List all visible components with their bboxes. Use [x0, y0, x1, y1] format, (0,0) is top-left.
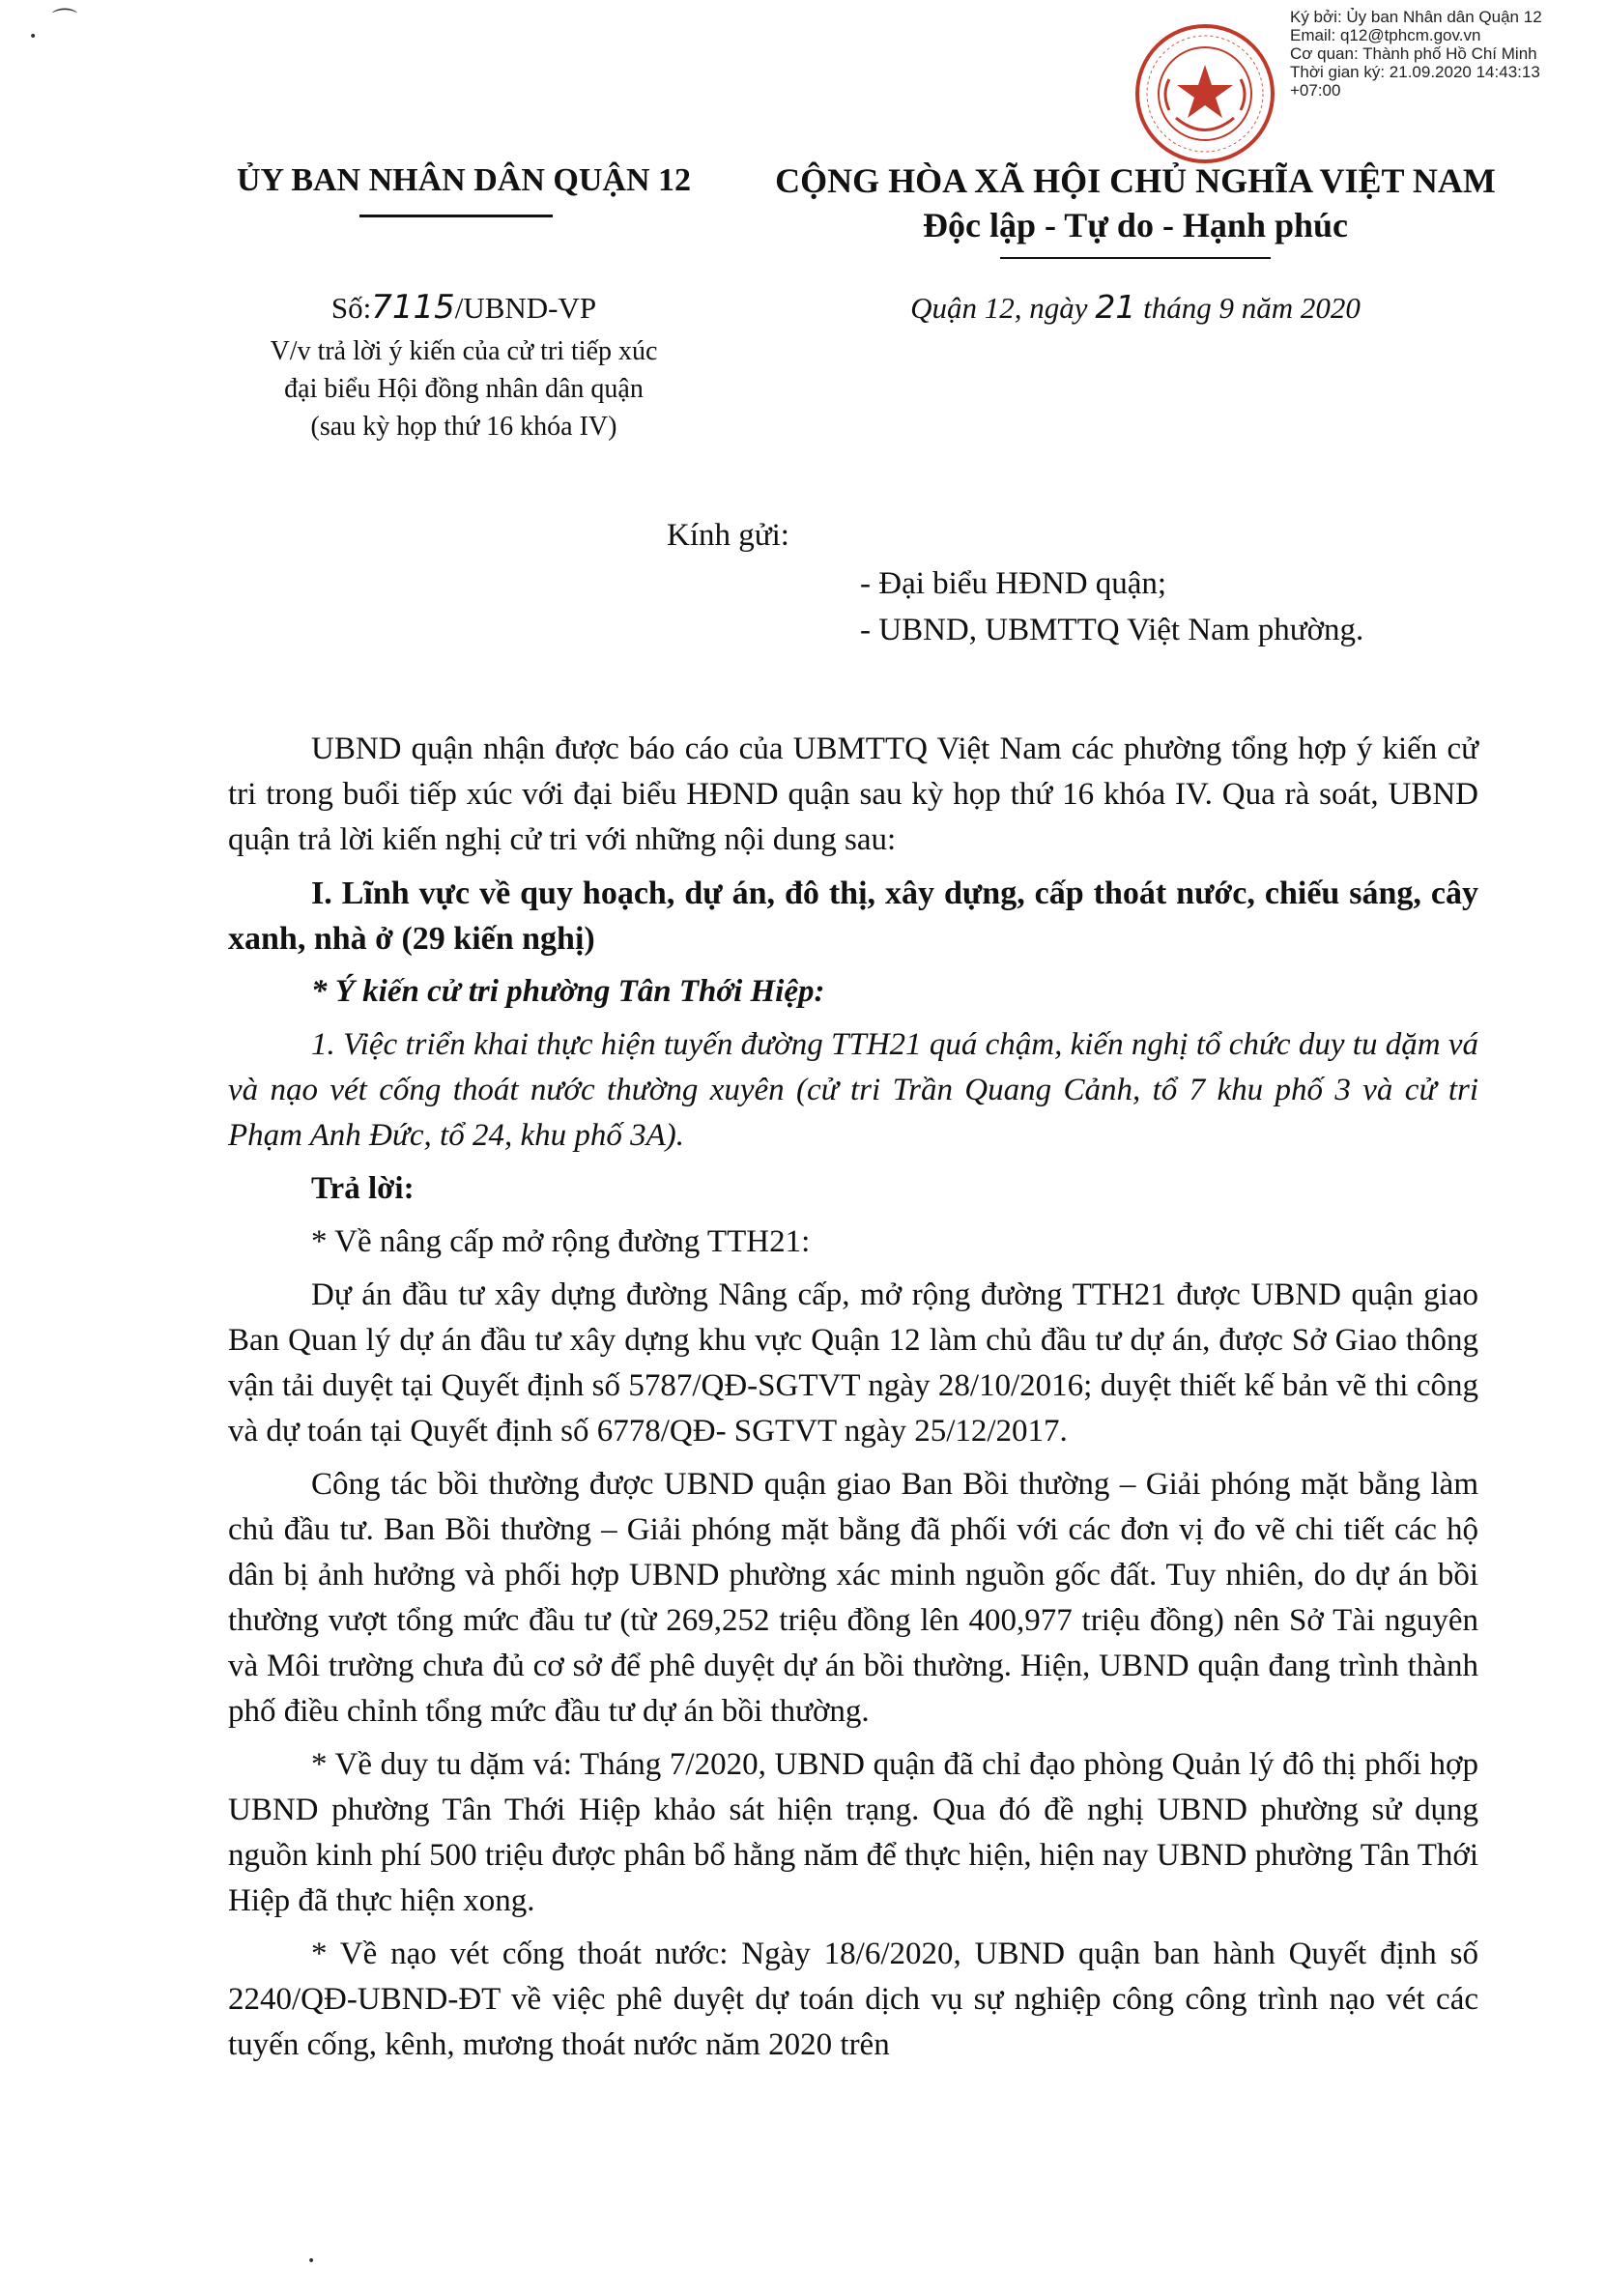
subheading-upgrade: * Về nâng cấp mở rộng đường TTH21:	[311, 1224, 811, 1259]
date-prefix: Quận 12, ngày	[910, 291, 1088, 325]
national-title: CỘNG HÒA XÃ HỘI CHỦ NGHĨA VIỆT NAM	[775, 161, 1496, 200]
document-number-prefix: Số:	[330, 291, 372, 325]
national-motto: Độc lập - Tự do - Hạnh phúc	[922, 206, 1349, 244]
scan-mark: ⌒	[52, 8, 78, 37]
compensation-paragraph: Công tác bồi thường được UBND quận giao Ban Bồi thường – Giải phóng mặt bằng làm chủ đầu tư. Ban Bồi thường – Giải phóng mặt bằng đã phối với các đơn vị đo vẽ chi tiết các hộ dân bị ảnh hưởng và phối hợp UBND phường xác minh nguồn gốc đất. Tuy nhiên, do dự án bồi thường vượt tổng mức đầu tư (từ 269,252 triệu đồng lên 400,977 triệu đồng) nên Sở Tài nguyên và Môi trường chưa đủ cơ sở để phê duyệt dự án bồi thường. Hiện, UBND quận đang trình thành phố điều chỉnh tổng mức đầu tư dự án bồi thường.	[228, 1467, 1478, 1729]
document-number	[193, 288, 734, 327]
organization-underline	[359, 215, 553, 217]
project-paragraph: Dự án đầu tư xây dựng đường Nâng cấp, mở rộng đường TTH21 được UBND quận giao Ban Quan lý dự án đầu tư xây dựng khu vực Quận 12 làm chủ đầu tư dự án, được Sở Giao thông vận tải duyệt tại Quyết định số 5787/QĐ-SGTVT ngày 28/10/2016; duyệt thiết kế bản vẽ thi công và dự toán tại Quyết định số 6778/QĐ- SGTVT ngày 25/12/2017.	[228, 1277, 1478, 1449]
scan-dot: •	[307, 2253, 316, 2269]
subject-line: đại biểu Hội đồng nhân dân quận	[284, 374, 644, 404]
document-date	[744, 288, 1527, 326]
document-number-handwritten: 7115	[371, 288, 455, 327]
document-body	[228, 727, 1478, 2076]
scan-dot: •	[29, 29, 38, 44]
signature-time: Thời gian ký: 21.09.2020 14:43:13 +07:00	[1290, 63, 1540, 100]
dredging-paragraph: * Về nạo vét cống thoát nước: Ngày 18/6/2020, UBND quận ban hành Quyết định số 2240/QĐ-UBND-ĐT về việc phê duyệt dự toán dịch vụ sự nghiệp công công trình nạo vét các tuyến cống, kênh, mương thoát nước năm 2020 trên	[228, 1937, 1478, 2062]
official-seal	[1132, 21, 1277, 166]
date-day-handwritten: 21	[1095, 288, 1136, 326]
ward-heading: * Ý kiến cử tri phường Tân Thới Hiệp:	[311, 974, 825, 1009]
intro-paragraph: UBND quận nhận được báo cáo của UBMTTQ Việt Nam các phường tổng hợp ý kiến cử tri trong buổi tiếp xúc với đại biểu HĐND quận sau kỳ họp thứ 16 khóa IV. Qua rà soát, UBND quận trả lời kiến nghị cử tri với những nội dung sau:	[228, 732, 1478, 857]
subject-line: V/v trả lời ý kiến của cử tri tiếp xúc	[270, 336, 658, 366]
signature-agency: Cơ quan: Thành phố Hồ Chí Minh	[1290, 44, 1537, 63]
voter-question: 1. Việc triển khai thực hiện tuyến đường TTH21 quá chậm, kiến nghị tổ chức duy tu dặm vá và nạo vét cống thoát nước thường xuyên (cử tri Trần Quang Cảnh, tổ 7 khu phố 3 và cử tri Phạm Anh Đức, tổ 24, khu phố 3A).	[228, 1027, 1478, 1153]
date-rest: tháng 9 năm 2020	[1143, 291, 1361, 325]
digital-signature-info	[1290, 8, 1590, 100]
signature-signer: Ký bởi: Ủy ban Nhân dân Quận 12	[1290, 8, 1542, 26]
document-subject	[193, 332, 734, 445]
motto-underline	[1000, 257, 1271, 259]
salutation-label: Kính gửi:	[667, 518, 789, 553]
maintenance-paragraph: * Về duy tu dặm vá: Tháng 7/2020, UBND quận đã chỉ đạo phòng Quản lý đô thị phối hợp UBND phường Tân Thới Hiệp khảo sát hiện trạng. Qua đó đề nghị UBND phường sử dụng nguồn kinh phí 500 triệu được phân bổ hằng năm để thực hiện, hiện nay UBND phường Tân Thới Hiệp đã thực hiện xong.	[228, 1747, 1478, 1918]
signature-email: Email: q12@tphcm.gov.vn	[1290, 26, 1481, 44]
issuing-organization: ỦY BAN NHÂN DÂN QUẬN 12	[236, 162, 691, 198]
recipient-item: - UBND, UBMTTQ Việt Nam phường.	[860, 613, 1364, 647]
recipient-item: - Đại biểu HĐND quận;	[860, 566, 1167, 601]
answer-label: Trả lời:	[311, 1171, 415, 1206]
subject-line: (sau kỳ họp thứ 16 khóa IV)	[310, 412, 617, 442]
section-heading: I. Lĩnh vực về quy hoạch, dự án, đô thị, xây dựng, cấp thoát nước, chiếu sáng, cây xanh, nhà ở (29 kiến nghị)	[228, 875, 1478, 957]
document-number-suffix: /UBND-VP	[454, 291, 597, 325]
